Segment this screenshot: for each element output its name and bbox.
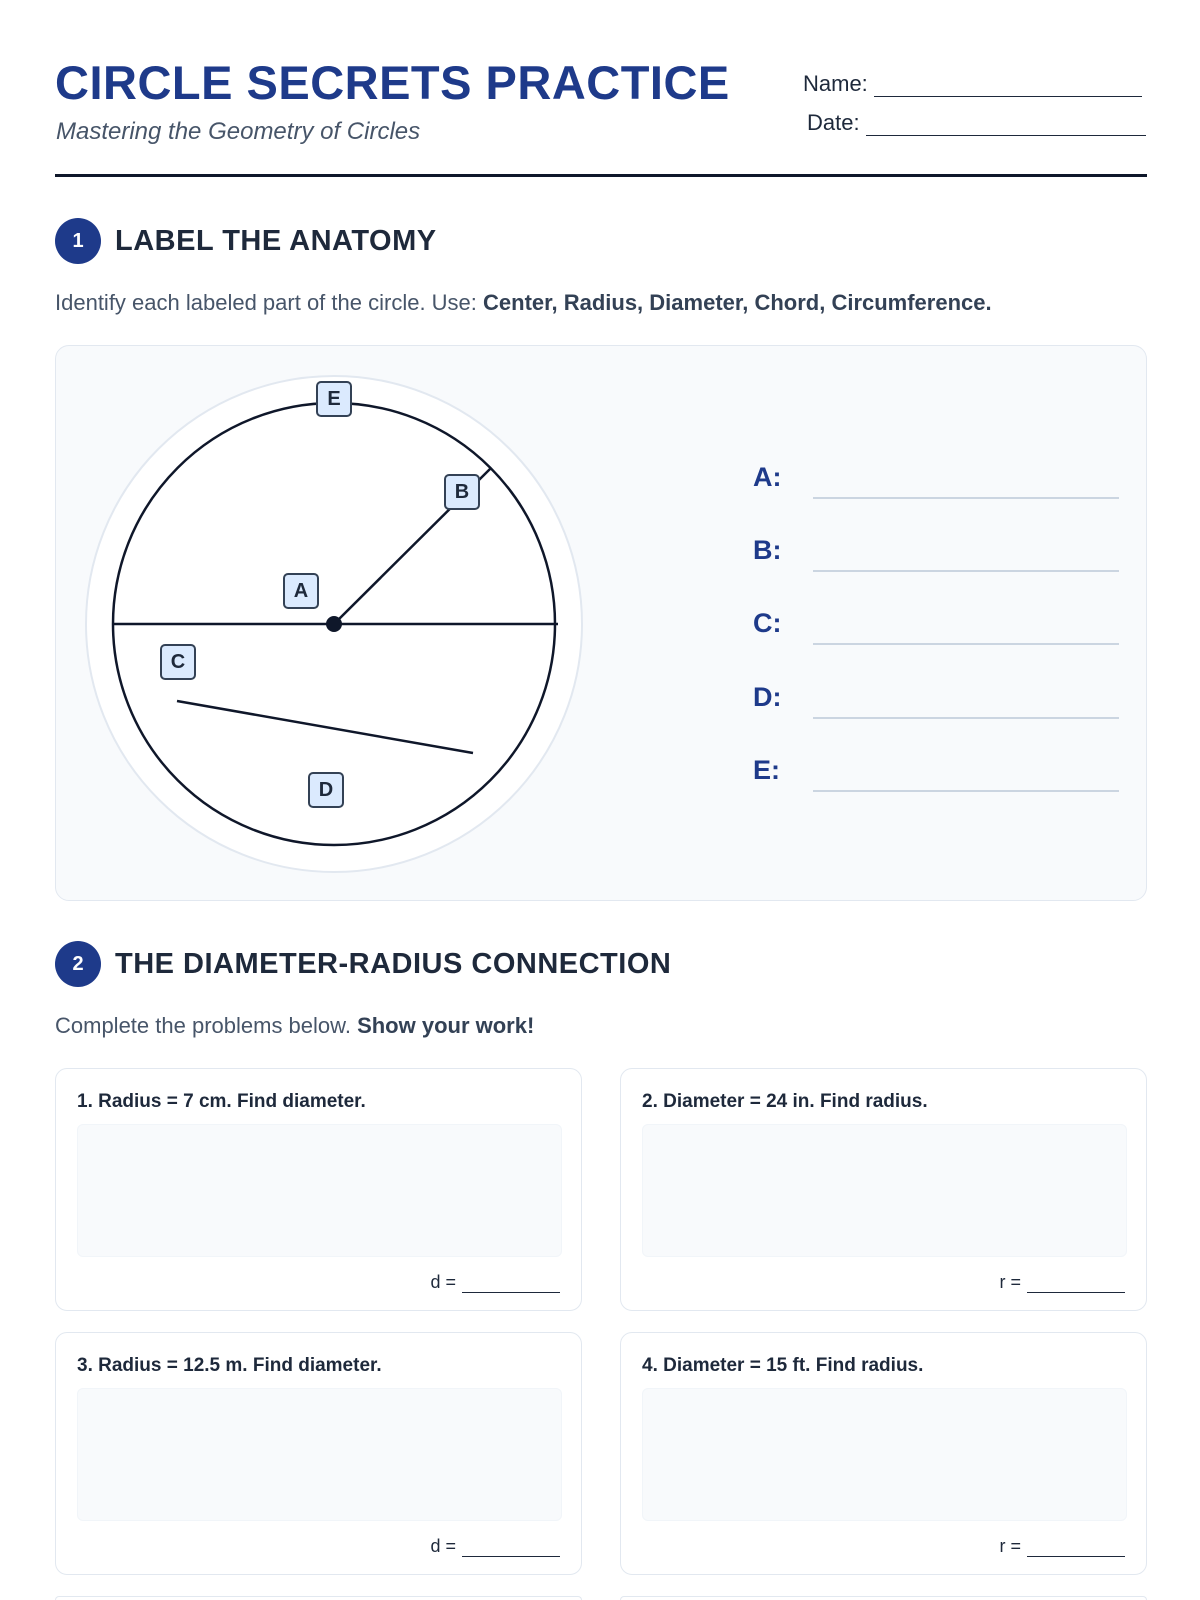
page-title: CIRCLE SECRETS PRACTICE [55,56,730,109]
answer-slot-2 [999,1272,1125,1293]
answer-slot-label-2: r = [999,1272,1021,1292]
answer-slot-label-1: d = [430,1272,456,1292]
section-2-emphasis: Show your work! [357,1013,535,1038]
answer-slot-3 [430,1536,560,1557]
center-point [326,616,342,632]
answer-label-c: C: [753,608,782,638]
section-2-heading [55,940,671,988]
problem-card-1 [55,1068,582,1311]
section-1-term-list: Center, Radius, Diameter, Chord, Circumference. [483,290,992,315]
problem-question-2: 2. Diameter = 24 in. Find radius. [642,1091,928,1112]
answer-blank-4[interactable] [1027,1541,1125,1557]
problem-card-5-partial [55,1596,582,1600]
problem-question-3: 3. Radius = 12.5 m. Find diameter. [77,1355,382,1376]
date-label: Date: [807,110,860,135]
answer-slot-4 [999,1536,1125,1557]
section-2-instructions-text: Complete the problems below. [55,1013,358,1038]
answer-label-b: B: [753,535,782,565]
section-1-instructions [55,290,992,316]
answer-line-b[interactable] [813,570,1119,572]
answer-label-d: D: [753,682,782,712]
answer-row-d [753,682,1119,722]
answer-slot-label-3: d = [430,1536,456,1556]
answer-row-a [753,462,1119,502]
date-blank[interactable] [866,118,1146,136]
problem-card-4 [620,1332,1147,1575]
page-subtitle: Mastering the Geometry of Circles [56,118,421,145]
problem-card-3 [55,1332,582,1575]
answer-label-a: A: [753,462,782,492]
answer-row-e [753,755,1119,795]
anatomy-panel [55,345,1147,901]
answer-row-b [753,535,1119,575]
section-1-heading [55,217,437,265]
problem-card-2 [620,1068,1147,1311]
answer-row-c [753,608,1119,648]
answer-line-c[interactable] [813,643,1119,645]
work-area-1[interactable] [77,1124,562,1257]
name-field [803,67,1142,97]
name-label: Name: [803,71,868,96]
diagram-tag-c: C [160,644,196,680]
name-blank[interactable] [874,79,1142,97]
section-1-title: LABEL THE ANATOMY [115,224,437,257]
section-1-instructions-text: Identify each labeled part of the circle. Use: [55,290,484,315]
diagram-tag-e: E [316,381,352,417]
answer-line-e[interactable] [813,790,1119,792]
diagram-tag-a: A [283,573,319,609]
answer-slot-1 [430,1272,560,1293]
work-area-3[interactable] [77,1388,562,1521]
diagram-tag-d: D [308,772,344,808]
date-field [807,106,1146,136]
problem-question-1: 1. Radius = 7 cm. Find diameter. [77,1091,366,1112]
worksheet-header [55,55,1147,177]
problem-card-6-partial [620,1596,1147,1600]
work-area-2[interactable] [642,1124,1127,1257]
answer-slot-label-4: r = [999,1536,1021,1556]
answer-blank-3[interactable] [462,1541,560,1557]
answer-line-a[interactable] [813,497,1119,499]
section-2-title: THE DIAMETER-RADIUS CONNECTION [115,947,672,980]
problem-question-4: 4. Diameter = 15 ft. Find radius. [642,1355,924,1376]
answer-line-d[interactable] [813,717,1119,719]
answer-blank-1[interactable] [462,1277,560,1293]
section-2-instructions [55,1013,534,1039]
answer-blank-2[interactable] [1027,1277,1125,1293]
circle-diagram [56,346,616,902]
answer-label-e: E: [753,755,780,785]
section-1-number-badge: 1 [55,218,101,264]
work-area-4[interactable] [642,1388,1127,1521]
section-2-number-badge: 2 [55,941,101,987]
diagram-tag-b: B [444,474,480,510]
